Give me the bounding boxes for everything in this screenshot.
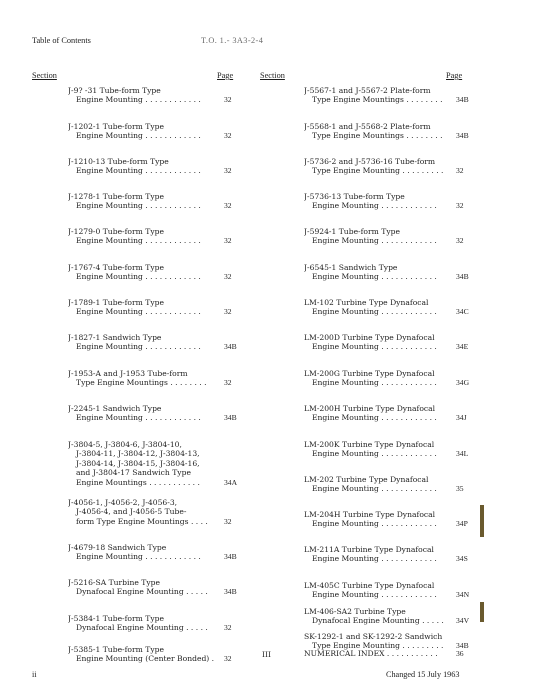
toc-entry-line: NUMERICAL INDEX . . . . . . . . . . . (304, 649, 438, 658)
toc-entry-line: Engine Mounting . . . . . . . . . . . . (76, 95, 201, 105)
toc-entry (68, 263, 240, 282)
toc-entry (304, 157, 476, 176)
toc-entry-line: J-1279-0 Tube-form Type (68, 227, 164, 236)
toc-entry (304, 122, 476, 141)
right-section-header: Section (260, 71, 285, 80)
toc-page-number: 32 (224, 623, 232, 633)
toc-entry-line: J-1202-1 Tube-form Type (68, 122, 164, 131)
toc-entry (304, 298, 476, 317)
toc-entry (304, 404, 476, 423)
toc-entry-line: form Type Engine Mountings . . . . (76, 516, 208, 526)
toc-entry-line: Engine Mountings . . . . . . . . . . . (76, 477, 200, 487)
toc-entry (68, 498, 240, 526)
toc-page-number: 32 (224, 272, 232, 282)
toc-entry-line: J-5568-1 and J-5568-2 Plate-form (304, 122, 431, 131)
toc-entry (68, 369, 240, 388)
left-section-header: Section (32, 71, 57, 80)
toc-page-number: 34S (456, 554, 468, 564)
toc-entry-line: Engine Mounting . . . . . . . . . . . . (312, 272, 437, 282)
toc-entry (304, 545, 476, 564)
toc-page-number: 34A (224, 477, 238, 487)
toc-page-number: 34B (224, 342, 237, 352)
toc-entry-line: J-1827-1 Sandwich Type (68, 333, 162, 342)
toc-entry (68, 578, 240, 597)
toc-entry-line: J-1278-1 Tube-form Type (68, 192, 164, 201)
toc-entry-line: J-5216-SA Turbine Type (68, 578, 160, 587)
toc-page-number: 32 (224, 131, 232, 141)
toc-entry-line: Engine Mounting . . . . . . . . . . . . (76, 131, 201, 141)
toc-page-number: 32 (224, 516, 232, 526)
toc-entry (68, 440, 240, 487)
toc-entry-line: J-1767-4 Tube-form Type (68, 263, 164, 272)
toc-entry (304, 475, 476, 494)
toc-entry (304, 632, 476, 651)
toc-entry-line: Dynafocal Engine Mounting . . . . . (76, 587, 208, 597)
toc-entry (68, 645, 240, 664)
toc-entry (304, 649, 476, 658)
toc-entry-line: J-3804-5, J-3804-6, J-3804-10, (68, 440, 182, 449)
toc-entry (304, 510, 476, 529)
toc-page-number: 34B (224, 552, 237, 562)
toc-entry-line: J-4679-18 Sandwich Type (68, 543, 167, 552)
toc-page-number: 34E (456, 342, 469, 352)
toc-entry-line: Engine Mounting . . . . . . . . . . . . (312, 201, 437, 211)
toc-entry-line: Engine Mounting . . . . . . . . . . . . (312, 484, 437, 494)
toc-entry-line: Dynafocal Engine Mounting . . . . . (312, 616, 444, 626)
toc-entry-line: Type Engine Mounting . . . . . . . . . (312, 641, 444, 651)
toc-entry-line: J-5567-1 and J-5567-2 Plate-form (304, 86, 431, 95)
toc-page-number: 34L (456, 449, 469, 459)
toc-entry-line: J-1789-1 Tube-form Type (68, 298, 164, 307)
doc-number: T.O. 1.- 3A3-2-4 (201, 36, 264, 45)
toc-entry-line: J-5736-2 and J-5736-16 Tube-form (304, 157, 436, 166)
toc-entry-line: LM-200D Turbine Type Dynafocal (304, 333, 435, 342)
toc-page-number: 32 (224, 307, 232, 317)
toc-entry-line: Engine Mounting . . . . . . . . . . . . (76, 307, 201, 317)
toc-entry (304, 369, 476, 388)
toc-entry-line: Engine Mounting . . . . . . . . . . . . (76, 272, 201, 282)
toc-page-number: 32 (224, 201, 232, 211)
toc-page-number: 34J (456, 413, 467, 423)
toc-page-number: 34B (456, 272, 469, 282)
toc-entry (68, 543, 240, 562)
toc-page-number: 32 (456, 166, 464, 176)
toc-entry-line: J-5924-1 Tube-form Type (304, 227, 400, 236)
toc-page-number: 34B (224, 413, 237, 423)
toc-entry-line: J-1953-A and J-1953 Tube-form (68, 369, 188, 378)
toc-page-number: 34B (456, 131, 469, 141)
toc-page-number: 32 (224, 236, 232, 246)
toc-entry-line: J-5385-1 Tube-form Type (68, 645, 164, 654)
toc-page-number: 34P (456, 519, 468, 529)
toc-entry (304, 263, 476, 282)
toc-entry (304, 607, 476, 626)
toc-entry-line: Dynafocal Engine Mounting . . . . . (76, 623, 208, 633)
toc-page-number: 34C (456, 307, 469, 317)
toc-page-number: 32 (456, 201, 464, 211)
toc-page-number: 32 (224, 654, 232, 664)
toc-entry (68, 298, 240, 317)
toc-entry-line: Engine Mounting . . . . . . . . . . . . (312, 413, 437, 423)
toc-entry-line: Engine Mounting . . . . . . . . . . . . (312, 554, 437, 564)
toc-entry (304, 86, 476, 105)
toc-entry (68, 333, 240, 352)
toc-entry-line: J-4056-1, J-4056-2, J-4056-3, (68, 498, 178, 507)
toc-entry-line: Engine Mounting . . . . . . . . . . . . (312, 236, 437, 246)
toc-entry-line: Type Engine Mountings . . . . . . . . (312, 95, 443, 105)
toc-entry-line: Engine Mounting . . . . . . . . . . . . (312, 378, 437, 388)
toc-entry-line: Engine Mounting . . . . . . . . . . . . (76, 201, 201, 211)
left-page-header: Page (217, 71, 234, 80)
toc-entry-line: J-1210-13 Tube-form Type (68, 157, 169, 166)
toc-entry (304, 440, 476, 459)
toc-page-number: 35 (456, 484, 464, 494)
toc-page-number: 34G (456, 378, 470, 388)
toc-entry-line: Engine Mounting . . . . . . . . . . . . (76, 413, 201, 423)
toc-entry-line: J-5384-1 Tube-form Type (68, 614, 164, 623)
toc-entry-line: LM-211A Turbine Type Dynafocal (304, 545, 434, 554)
toc-entry-line: LM-202 Turbine Type Dynafocal (304, 475, 429, 484)
toc-entry-line: Engine Mounting . . . . . . . . . . . . (76, 236, 201, 246)
toc-entry (68, 86, 240, 105)
toc-entry (68, 404, 240, 423)
toc-entry-line: Engine Mounting . . . . . . . . . . . . (76, 552, 201, 562)
toc-page-number: 34B (456, 95, 469, 105)
toc-page-number: 32 (224, 95, 232, 105)
toc-entry-line: J-2245-1 Sandwich Type (68, 404, 162, 413)
toc-page-number: 36 (456, 649, 464, 658)
right-page-header: Page (446, 71, 463, 80)
toc-entry-line: J-5736-13 Tube-form Type (304, 192, 405, 201)
toc-entry-line: Engine Mounting . . . . . . . . . . . . (312, 449, 437, 459)
toc-entry-line: LM-200G Turbine Type Dynafocal (304, 369, 435, 378)
toc-page-number: 32 (456, 236, 464, 246)
toc-entry-line: LM-405C Turbine Type Dynafocal (304, 581, 435, 590)
toc-entry-line: Engine Mounting (Center Bonded) . (76, 654, 215, 664)
toc-page-number: 32 (224, 166, 232, 176)
toc-entry (304, 192, 476, 211)
toc-entry-line: Engine Mounting . . . . . . . . . . . . (76, 166, 201, 176)
toc-entry-line: Engine Mounting . . . . . . . . . . . . (312, 519, 437, 529)
toc-entry (68, 157, 240, 176)
toc-page-number: 34B (456, 641, 469, 651)
toc-entry (304, 227, 476, 246)
toc-entry-line: LM-406-SA2 Turbine Type (304, 607, 406, 616)
revision-bar (480, 602, 484, 622)
toc-entry-line: LM-200H Turbine Type Dynafocal (304, 404, 436, 413)
toc-entry (68, 192, 240, 211)
toc-entry (68, 227, 240, 246)
toc-entry-line: Type Engine Mountings . . . . . . . . (312, 131, 443, 141)
toc-entry-line: LM-102 Turbine Type Dynafocal (304, 298, 429, 307)
toc-entry-line: Engine Mounting . . . . . . . . . . . . (312, 307, 437, 317)
toc-page-number: 34N (456, 590, 470, 600)
toc-entry-line: Engine Mounting . . . . . . . . . . . . (76, 342, 201, 352)
toc-entry-line: J-6545-1 Sandwich Type (304, 263, 398, 272)
toc-page-number: 34V (456, 616, 470, 626)
toc-entry (304, 581, 476, 600)
toc-page-number: 32 (224, 378, 232, 388)
toc-entry-line: Engine Mounting . . . . . . . . . . . . (312, 342, 437, 352)
toc-entry-line: SK-1292-1 and SK-1292-2 Sandwich (304, 632, 443, 641)
toc-entry-line: Type Engine Mounting . . . . . . . . . (312, 166, 444, 176)
toc-entry-line: J-4056-4, and J-4056-5 Tube- (76, 507, 187, 517)
toc-entry (68, 122, 240, 141)
toc-entry-line: Engine Mounting . . . . . . . . . . . . (312, 590, 437, 600)
section-roman-numeral: III (262, 650, 271, 659)
page-number: ii (32, 670, 37, 679)
revision-bar (480, 505, 484, 537)
toc-page-number: 34B (224, 587, 237, 597)
toc-entry (68, 614, 240, 633)
toc-entry-line: J-9? -31 Tube-form Type (68, 86, 161, 95)
toc-entry (304, 333, 476, 352)
change-date: Changed 15 July 1963 (386, 670, 460, 679)
toc-entry-line: Type Engine Mountings . . . . . . . . (76, 378, 207, 388)
toc-entry-line: J-3804-11, J-3804-12, J-3804-13, (76, 449, 200, 459)
toc-entry-line: and J-3804-17 Sandwich Type (76, 468, 191, 478)
toc-entry-line: J-3804-14, J-3804-15, J-3804-16, (76, 458, 200, 468)
toc-entry-line: LM-200K Turbine Type Dynafocal (304, 440, 435, 449)
page-title: Table of Contents (32, 36, 91, 45)
toc-entry-line: LM-204H Turbine Type Dynafocal (304, 510, 436, 519)
